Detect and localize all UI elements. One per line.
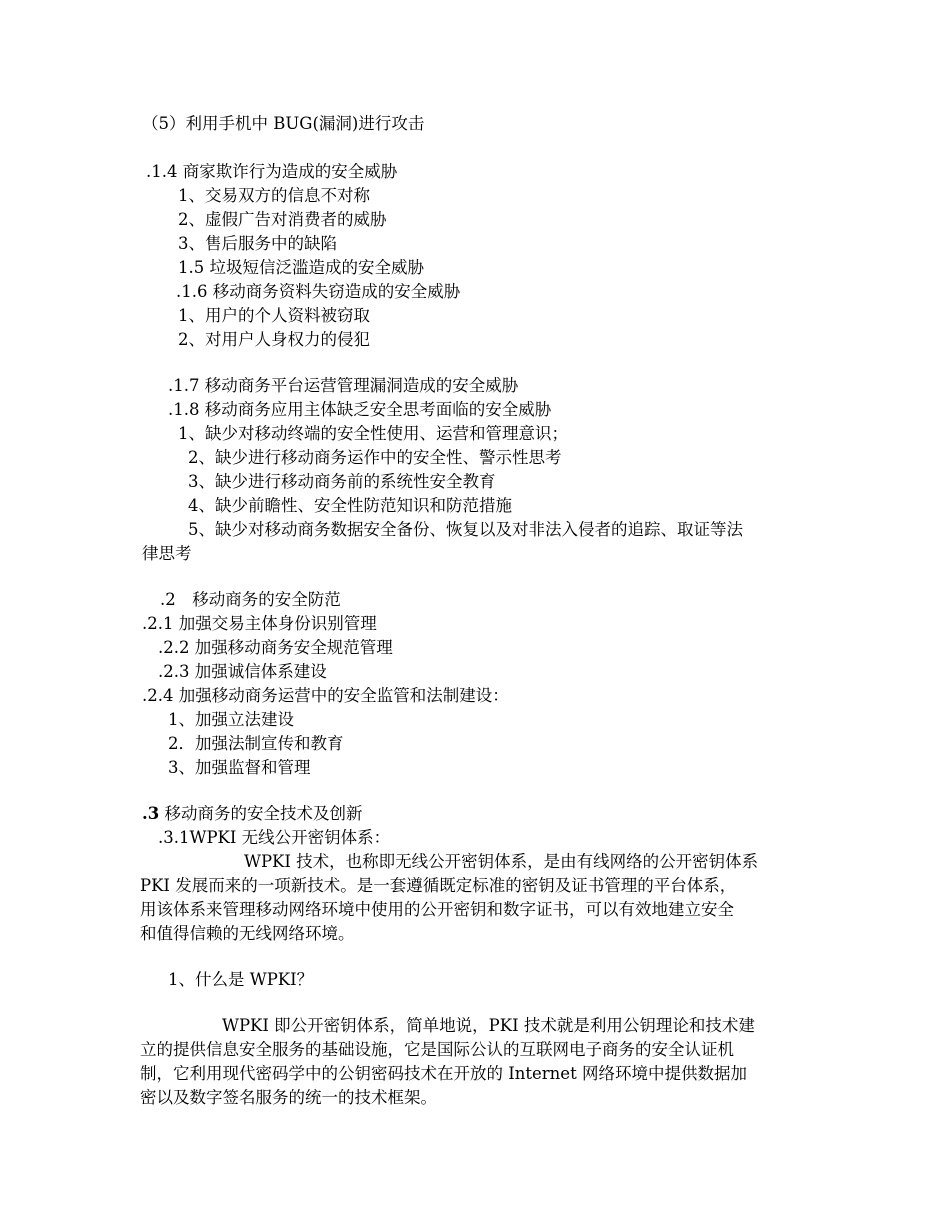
paragraph-line: 立的提供信息安全服务的基础设施，它是国际公认的互联网电子商务的安全认证机 [140, 1040, 734, 1059]
section-heading: 1.5 垃圾短信泛滥造成的安全威胁 [178, 258, 424, 277]
section-title: 移动商务的安全技术及创新 [159, 804, 363, 823]
section-heading: .3.1WPKI 无线公开密钥体系： [158, 828, 391, 847]
list-item: 4、缺少前瞻性、安全性防范知识和防范措施 [188, 496, 512, 515]
list-item: 1、缺少对移动终端的安全性使用、运营和管理意识； [178, 424, 568, 443]
list-item: 3、加强监督和管理 [168, 758, 311, 777]
section-heading: .1.8 移动商务应用主体缺乏安全思考面临的安全威胁 [168, 400, 552, 419]
paragraph-line: WPKI 即公开密钥体系，简单地说，PKI 技术就是利用公钥理论和技术建 [222, 1016, 755, 1035]
section-heading: .2.4 加强移动商务运营中的安全监管和法制建设： [142, 686, 509, 705]
list-item: 5、缺少对移动商务数据安全备份、恢复以及对非法入侵者的追踪、取证等法 [188, 520, 743, 539]
section-heading [142, 802, 362, 826]
list-item: 2、缺少进行移动商务运作中的安全性、警示性思考 [188, 448, 562, 467]
section-heading: .1.7 移动商务平台运营管理漏洞造成的安全威胁 [168, 376, 519, 395]
list-item: 1、加强立法建设 [168, 710, 294, 729]
list-item: 3、售后服务中的缺陷 [178, 234, 337, 253]
section-heading: .2 移动商务的安全防范 [160, 590, 341, 609]
text-line: 律思考 [142, 544, 192, 563]
text-line: （5）利用手机中 BUG(漏洞)进行攻击 [142, 114, 425, 133]
list-item: 2．加强法制宣传和教育 [168, 734, 344, 753]
section-number: .3 [142, 804, 160, 823]
list-item: 1、用户的个人资料被窃取 [178, 306, 370, 325]
section-heading: .2.2 加强移动商务安全规范管理 [158, 638, 393, 657]
paragraph-line: PKI 发展而来的一项新技术。是一套遵循既定标准的密钥及证书管理的平台体系， [140, 876, 737, 895]
paragraph-line: 密以及数字签名服务的统一的技术框架。 [140, 1088, 437, 1107]
section-heading: .1.6 移动商务资料失窃造成的安全威胁 [176, 282, 461, 301]
list-item: 2、对用户人身权力的侵犯 [178, 330, 370, 349]
list-item: 2、虚假广告对消费者的威胁 [178, 210, 387, 229]
section-heading: .2.3 加强诚信体系建设 [158, 662, 327, 681]
paragraph-line: 和值得信赖的无线网络环境。 [140, 924, 355, 943]
list-item: 3、缺少进行移动商务前的系统性安全教育 [188, 472, 496, 491]
paragraph-line: 制，它利用现代密码学中的公钥密码技术在开放的 Internet 网络环境中提供数据加 [140, 1064, 747, 1083]
paragraph-line: WPKI 技术，也称即无线公开密钥体系，是由有线网络的公开密钥体系 [244, 852, 759, 871]
paragraph-line: 用该体系来管理移动网络环境中使用的公开密钥和数字证书，可以有效地建立安全 [140, 900, 734, 919]
section-heading: .2.1 加强交易主体身份识别管理 [142, 614, 377, 633]
section-heading: .1.4 商家欺诈行为造成的安全威胁 [146, 162, 398, 181]
list-item: 1、什么是 WPKI？ [168, 970, 314, 989]
list-item: 1、交易双方的信息不对称 [178, 186, 370, 205]
